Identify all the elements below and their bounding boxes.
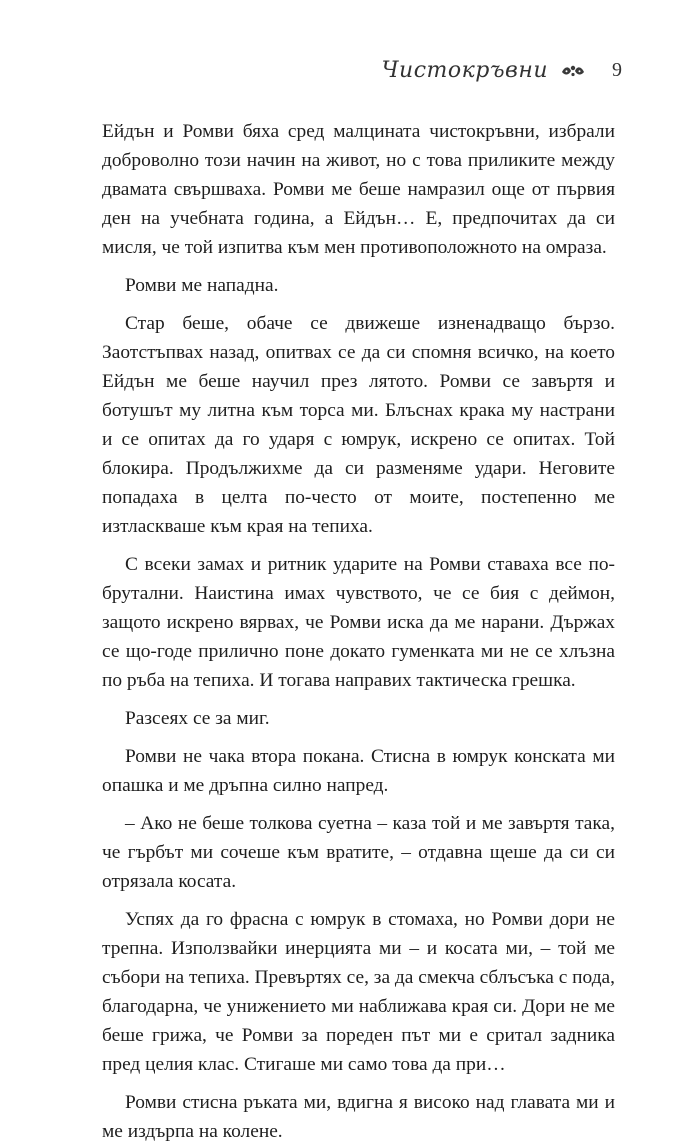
flourish-icon — [560, 63, 586, 79]
paragraph: Разсеях се за миг. — [125, 708, 270, 729]
paragraph: Ейдън и Ромви бяха сред малцината чистокръвни, избрали доброволно този начин на живот, но с това приликите между двамата свършваха. Ромви ме беше намразил още от първия ден на учебната година, а Ейдън… Е, предпочитах да си мисля, че той изпитва към мен противоположното на омраза. — [102, 121, 615, 258]
page-number: 9 — [612, 59, 622, 81]
paragraph: Стар беше, обаче се движеше изненадващо бързо. Заотстъпвах назад, опитвах се да си спомня всичко, на което Ейдън ме беше научил през лятото. Ромви се завъртя и ботушът му литна към торса ми. Блъснах крака му настрани и се опитах да го ударя с юмрук, искрено се опитах. Той блокира. Продължихме да си разменяме удари. Неговите попадаха в целта по-често от моите, постепенно ме изтласкваше към края на тепиха. — [102, 313, 615, 537]
paragraph: Ромви стисна ръката ми, вдигна я високо над главата ми и ме издърпа на колене. — [102, 1092, 615, 1142]
running-head-title: Чистокръвни — [381, 58, 548, 83]
running-header — [382, 58, 622, 83]
paragraph: С всеки замах и ритник ударите на Ромви ставаха все по-брутални. Наистина имах чувството, че се бия с деймон, защото искрено вярвах, че Ромви иска да ме нарани. Държах се що-годе прилично поне докато гуменката ми не се хлъзна по ръба на тепиха. И тогава направих тактическа грешка. — [102, 554, 615, 691]
dialogue-paragraph: – Ако не беше толкова суетна – каза той и ме завъртя така, че гърбът ми сочеше към вратите, – отдавна щеше да си си отрязала косата. — [102, 813, 615, 892]
body-text — [102, 117, 615, 1146]
paragraph: Ромви не чака втора покана. Стисна в юмрук конската ми опашка и ме дръпна силно напред. — [102, 746, 615, 796]
paragraph: Успях да го фрасна с юмрук в стомаха, но Ромви дори не трепна. Използвайки инерцията ми – и косата ми, – той ме събори на тепиха. Превъртях се, за да смекча сблъсъка с пода, благодарна, че унижението ми наближава края си. Дори не ме беше грижа, че Ромви за пореден път ми е сритал задника пред целия клас. Стигаше ми само това да при… — [102, 909, 616, 1075]
paragraph: Ромви ме нападна. — [125, 275, 279, 296]
